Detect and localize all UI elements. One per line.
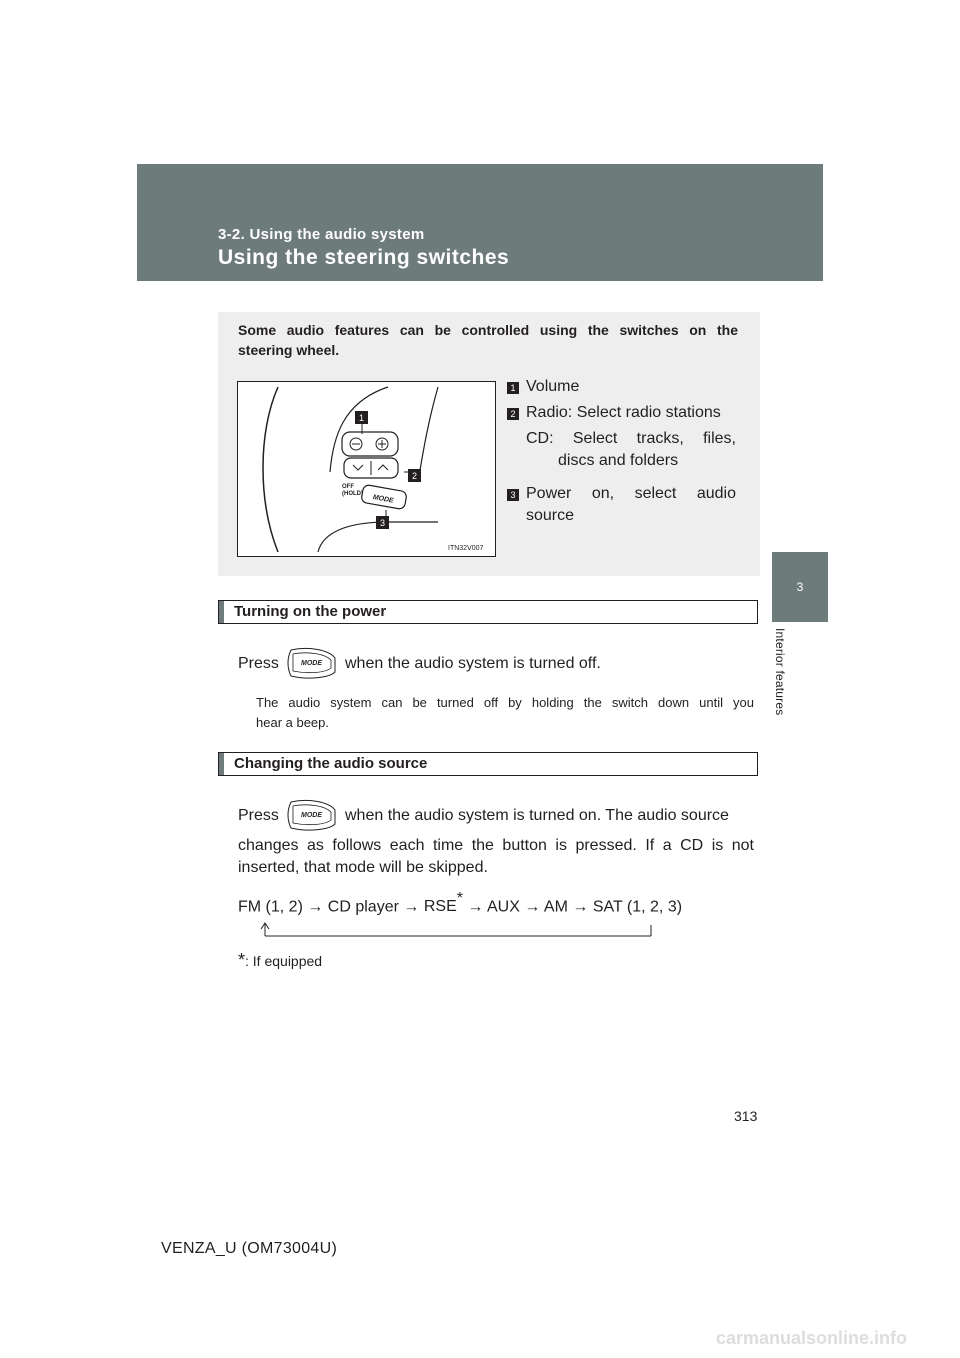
source-text-line2: changes as follows each time the button is pressed. If a CD is not [238, 837, 754, 854]
power-press: Press [238, 655, 279, 672]
legend-text: Power on, select audio [526, 485, 736, 502]
page-number: 313 [734, 1108, 758, 1124]
heading-text: Turning on the power [234, 603, 387, 620]
heading-text: Changing the audio source [234, 755, 428, 772]
loop-back-arrow [255, 920, 655, 942]
callout-1: 1 [358, 413, 365, 423]
figure-mode-label: MODE [372, 494, 395, 505]
legend-num: 3 [507, 489, 519, 501]
heading-changing-source [218, 752, 758, 776]
power-note-line1: The audio system can be turned off by holding the switch down until you [256, 695, 754, 710]
steering-wheel-illustration [238, 382, 495, 556]
intro-text-line2: steering wheel. [238, 342, 340, 358]
legend-text: Volume [526, 378, 580, 395]
legend-subtext: discs and folders [558, 452, 679, 469]
seq-arrow: → [403, 898, 420, 916]
footnote [238, 950, 322, 971]
seq-arrow: → [524, 898, 541, 916]
seq-fm: FM (1, 2) [238, 898, 303, 916]
mode-button-label: MODE [301, 812, 322, 819]
legend-text: Radio: Select radio stations [526, 404, 721, 421]
source-text-line3: inserted, that mode will be skipped. [238, 859, 488, 876]
heading-bar [219, 601, 224, 623]
seq-rse-star: * [456, 890, 463, 907]
watermark-text: carmanualsonline.info [716, 1328, 908, 1348]
power-note-line2: hear a beep. [256, 715, 330, 730]
figure-hold-label: (HOLD) [342, 491, 363, 497]
figure-off-label: OFF [342, 484, 354, 490]
callout-3: 3 [379, 518, 386, 528]
legend-subtext: source [526, 507, 575, 524]
heading-turning-on-power [218, 600, 758, 624]
seq-rse-label: RSE [423, 898, 457, 916]
heading-bar [219, 753, 224, 775]
chapter-tab: 3 [772, 552, 828, 622]
footnote-star: * [238, 950, 246, 970]
mode-button-icon [285, 646, 337, 680]
seq-arrow: → [467, 898, 484, 916]
source-press: Press [238, 807, 279, 824]
footnote-text: : If equipped [245, 953, 323, 969]
seq-sat: SAT (1, 2, 3) [592, 898, 683, 916]
mode-button-icon [285, 798, 337, 832]
legend-subtext: CD: Select tracks, files, [526, 430, 736, 447]
legend-num: 1 [507, 382, 519, 394]
footer-code: VENZA_U (OM73004U) [161, 1240, 338, 1257]
intro-text-line1: Some audio features can be controlled using the switches on the [238, 322, 738, 338]
seq-aux: AUX [487, 898, 520, 916]
seq-cd: CD player [327, 898, 399, 916]
mode-button-label: MODE [301, 660, 322, 667]
seq-arrow: → [307, 898, 324, 916]
steering-switch-figure [237, 381, 496, 557]
power-text: when the audio system is turned off. [345, 655, 601, 672]
seq-am: AM [543, 898, 568, 916]
chapter-label: Interior features [773, 628, 787, 716]
callout-2: 2 [411, 471, 418, 481]
watermark [0, 1318, 960, 1358]
section-label: 3-2. Using the audio system [218, 226, 425, 243]
source-text-line1: when the audio system is turned on. The audio source [345, 807, 729, 824]
legend-num: 2 [507, 408, 519, 420]
figure-code: ITN32V007 [448, 545, 484, 552]
source-sequence [238, 892, 682, 916]
seq-rse [423, 890, 463, 916]
page-title: Using the steering switches [218, 246, 510, 269]
seq-arrow: → [572, 898, 589, 916]
